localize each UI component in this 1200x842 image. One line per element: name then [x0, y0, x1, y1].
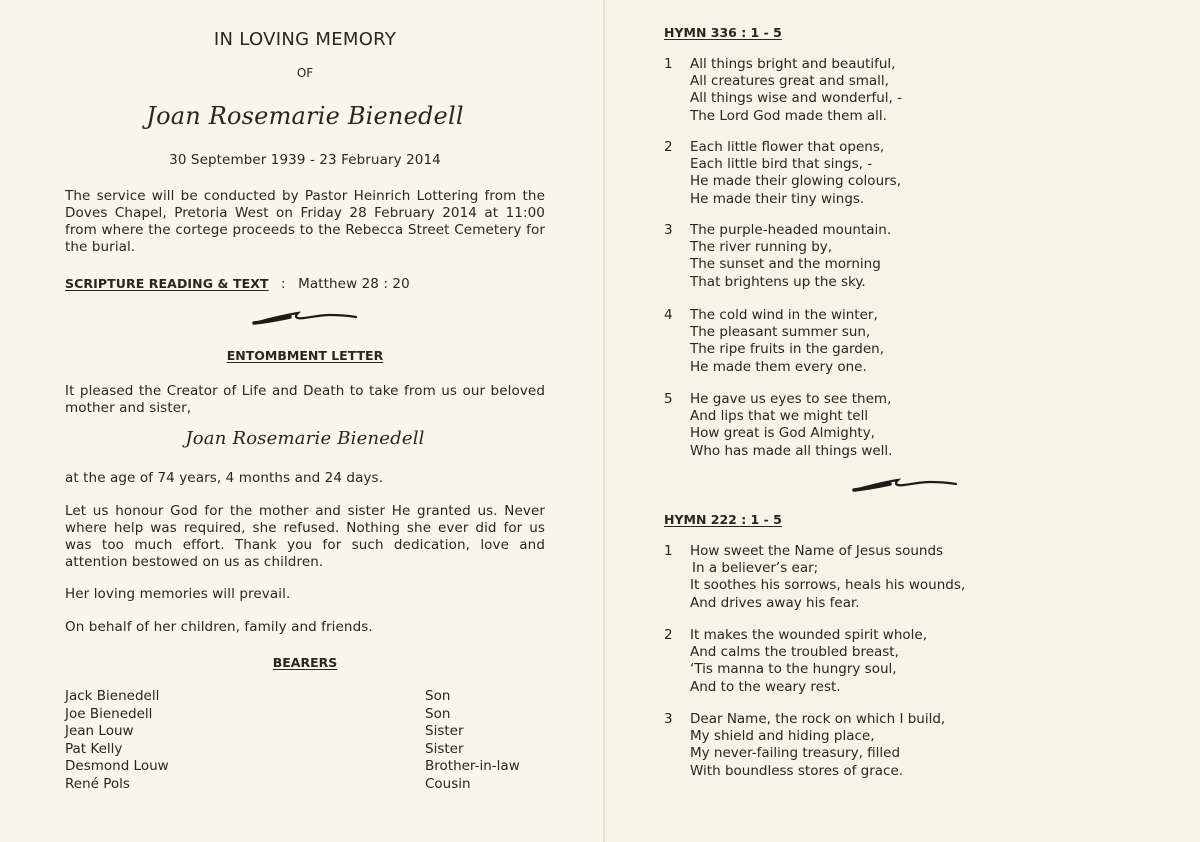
honour-paragraph: Let us honour God for the mother and sister He granted us. Never where help was required, she refused. Nothing she ever did for us was too much effort. Thank you for such dedication, love and attention bestowed on us as children.: [65, 503, 545, 570]
memories-line: Her loving memories will prevail.: [65, 586, 291, 602]
verse-line: He made their tiny wings.: [690, 190, 865, 207]
verse-line: In a believer’s ear;: [692, 560, 819, 577]
right-page: [605, 0, 1200, 842]
verse-line: The sunset and the morning: [690, 256, 881, 273]
verse-number: 2: [664, 139, 673, 155]
life-dates: 30 September 1939 - 23 February 2014: [169, 152, 441, 168]
verse-line: Who has made all things well.: [690, 442, 893, 459]
bearer-name: René Pols: [65, 776, 130, 792]
bearer-relation: Cousin: [425, 776, 471, 792]
verse-line: My never-failing treasury, filled: [690, 745, 901, 762]
hymn-336-title: HYMN 336 : 1 - 5: [664, 25, 782, 40]
bearer-name: Jean Louw: [65, 723, 134, 739]
verse-line: The pleasant summer sun,: [690, 324, 871, 341]
memorial-heading: IN LOVING MEMORY: [213, 29, 397, 50]
verse-number: 1: [664, 543, 673, 559]
flourish-divider: [850, 470, 960, 496]
verse-line: Each little bird that sings, -: [690, 156, 873, 173]
verse-text: [690, 307, 884, 376]
scripture-separator: :: [281, 276, 286, 292]
verse-text: [690, 139, 901, 208]
service-details: The service will be conducted by Pastor Heinrich Lottering from the Doves Chapel, Pretoria West on Friday 28 February 2014 at 11:00 from where the cortege proceeds to the Rebecca Street Cemetery for the burial.: [65, 188, 545, 255]
deceased-name: Joan Rosemarie Bienedell: [146, 102, 464, 130]
verse-line: The ripe fruits in the garden,: [690, 341, 885, 358]
bearer-relation: Sister: [425, 723, 464, 739]
verse-line: ‘Tis manna to the hungry soul,: [690, 661, 897, 678]
verse-line: And calms the troubled breast,: [690, 644, 899, 661]
verse-text: [690, 711, 945, 780]
behalf-line: On behalf of her children, family and friends.: [65, 619, 373, 635]
verse-number: 4: [664, 307, 673, 323]
verse-number: 3: [664, 711, 673, 727]
entombment-heading: ENTOMBMENT LETTER: [226, 348, 384, 363]
verse-line: Each little flower that opens,: [690, 139, 885, 155]
verse-line: It makes the wounded spirit whole,: [690, 627, 927, 643]
verse-line: The Lord God made them all.: [690, 107, 887, 124]
scripture-label: SCRIPTURE READING & TEXT: [65, 276, 269, 291]
scripture-text: Matthew 28 : 20: [298, 276, 410, 292]
verse-text: [690, 627, 927, 696]
bearer-name: Jack Bienedell: [65, 688, 160, 704]
verse-line: And drives away his fear.: [690, 594, 860, 611]
bearer-relation: Brother-in-law: [425, 758, 520, 774]
bearer-relation: Son: [425, 706, 451, 722]
verse-line: All things wise and wonderful, -: [690, 90, 902, 107]
verse-text: [690, 56, 902, 125]
verse-line: He made them every one.: [690, 358, 867, 375]
verse-number: 3: [664, 222, 673, 238]
verse-line: That brightens up the sky.: [690, 273, 866, 290]
deceased-name-repeat: Joan Rosemarie Bienedell: [185, 428, 425, 449]
verse-line: The purple-headed mountain.: [690, 222, 892, 238]
verse-number: 5: [664, 391, 673, 407]
of-label: OF: [296, 66, 314, 80]
bearer-relation: Son: [425, 688, 451, 704]
hymn-222-title: HYMN 222 : 1 - 5: [664, 512, 782, 527]
verse-line: Dear Name, the rock on which I build,: [690, 711, 946, 727]
verse-number: 2: [664, 627, 673, 643]
verse-line: And lips that we might tell: [690, 408, 869, 425]
verse-line: My shield and hiding place,: [690, 728, 875, 745]
bearers-heading: BEARERS: [272, 655, 338, 670]
verse-line: He made their glowing colours,: [690, 173, 901, 190]
age-line: at the age of 74 years, 4 months and 24 days.: [65, 470, 384, 486]
verse-line: And to the weary rest.: [690, 678, 841, 695]
verse-text: [690, 391, 892, 460]
flourish-divider: [250, 303, 360, 329]
bearer-name: Pat Kelly: [65, 741, 123, 757]
verse-line: With boundless stores of grace.: [690, 762, 904, 779]
bearer-name: Joe Bienedell: [65, 706, 153, 722]
verse-line: How sweet the Name of Jesus sounds: [690, 543, 944, 559]
verse-line: All things bright and beautiful,: [690, 56, 896, 72]
verse-line: How great is God Almighty,: [690, 425, 875, 442]
scripture-line: [65, 275, 410, 293]
verse-number: 1: [664, 56, 673, 72]
verse-text: [690, 222, 891, 291]
verse-line: The river running by,: [690, 239, 833, 256]
bearer-relation: Sister: [425, 741, 464, 757]
verse-text: [690, 543, 965, 612]
verse-line: The cold wind in the winter,: [690, 307, 878, 323]
entombment-intro: It pleased the Creator of Life and Death to take from us our beloved mother and sister,: [65, 383, 545, 416]
bearer-name: Desmond Louw: [65, 758, 169, 774]
verse-line: It soothes his sorrows, heals his wounds,: [690, 577, 966, 594]
verse-line: All creatures great and small,: [690, 73, 889, 90]
verse-line: He gave us eyes to see them,: [690, 391, 892, 407]
